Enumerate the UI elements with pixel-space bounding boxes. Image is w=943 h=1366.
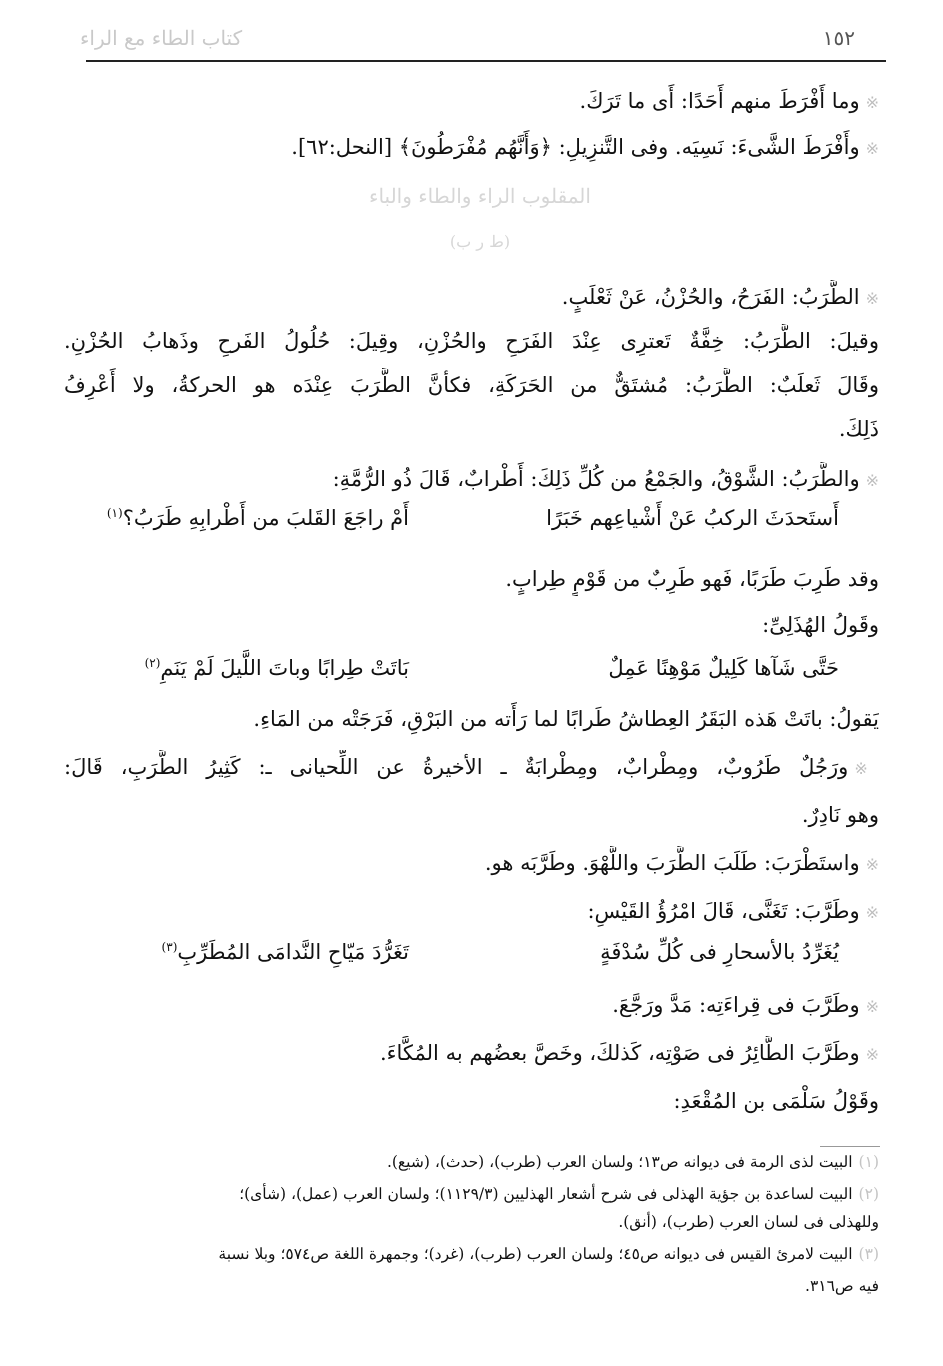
poem-verse [64,656,879,692]
watermark-heading: المقلوب الراء والطاء والباء [369,184,591,208]
verse-second-hemistich: تَغَرُّدَ مَيّاحِ النَّدامَى المُطَرِّبِ$^{(٣)}$ [161,940,409,964]
running-title: كتاب الطاء مع الراء [80,26,243,50]
text-line: ※وطَرَّبَ فى قِراءَتِه: مَدَّ ورَجَّعَ. [612,993,879,1017]
text-line: ※وطَرَّبَ الطَّائِرُ فى صَوْتِه، كَذلكَ، وخَصَّ بعضُهم به المُكَّاءَ. [379,1041,879,1065]
footnote-continuation: فيه ص٣١٦. [805,1277,879,1295]
footnote: (٣)البيت لامرئ القيس فى ديوانه ص٤٥؛ ولسان العرب (طرب)، (غرد)؛ وجمهرة اللغة ص٥٧٤؛ وبلا نسبة [218,1245,879,1263]
footnote-continuation: وللهذلى فى لسان العرب (طرب)، (أنق). [618,1213,879,1231]
text-line: ※ورَجُلٌ طَرُوبٌ، ومِطْرابٌ، ومِطْرابَةٌ ـ الأخيرةُ عن اللِّحيانى ـ: كَثِيرُ الطَّرَبِ، قَالَ: [64,755,879,779]
text-line: وقيلَ: الطَّرَبُ: خِفَّةٌ تَعترِى عِنْدَ الفَرَحِ والحُزْنِ، وقِيلَ: حُلُولُ الفَرحِ وذَهابُ الحُزْنِ. [64,329,879,353]
entry-marker-icon: ※ [865,471,879,490]
verse-first-hemistich: حَتَّى شَآها كَلِيلٌ مَوْهِنًا عَمِلٌ [608,656,839,680]
text-line: ※وما أَفْرَطَ منهم أَحَدًا: أَى ما تَرَكَ. [579,89,879,113]
text-line: يَقولُ: باتَتْ هَذه البَقَرُ العِطاشُ طَرابًا لما رَأَته من البَرْقِ، فَرَجَتْه من المَاءِ. [253,707,879,731]
entry-marker-icon: ※ [865,997,879,1016]
poem-verse [64,506,879,542]
text-line: ※والطَّرَبُ: الشَّوْقُ، والجَمْعُ من كُلِّ ذَلِكَ: أَطْرابٌ، قَالَ ذُو الرُّمَّةِ: [332,467,879,491]
footnote: (٢)البيت لساعدة بن جؤية الهذلى فى شرح أشعار الهذليين (١١٢٩/٣)؛ ولسان العرب (عمل)، (شأى)؛ [239,1185,879,1203]
footnote-ref: (٢) [144,656,161,670]
entry-marker-icon: ※ [854,759,879,778]
footnote-ref: (١) [106,506,123,520]
header-rule [86,60,886,62]
text-line: ※وأَفْرَطَ الشَّىءَ: نَسِيَه. وفى التَّنزِيلِ: ﴿وَأَنَّهُم مُفْرَطُونَ﴾ [النحل:٦٢]. [291,135,879,159]
poem-verse [64,940,879,976]
verse-first-hemistich: يُغَرِّدُ بالأسحارِ فى كُلِّ سُدْفَةٍ [600,940,839,964]
text-line: وقَالَ ثَعلَبٌ: الطَّرَبُ: مُشتَقٌّ من الحَرَكَةِ، فكأنَّ الطَّرَبَ عِنْدَه هو الحركةُ، ولا أَعْرِفُ [64,373,879,397]
footnote: (١)البيت لذى الرمة فى ديوانه ص١٣؛ ولسان العرب (طرب)، (حدث)، (شيع). [386,1153,879,1171]
footnote-mark: (٣) [858,1245,879,1263]
entry-marker-icon: ※ [865,903,879,922]
watermark-root: (ط ر ب) [449,232,511,251]
entry-marker-icon: ※ [865,139,879,158]
verse-second-hemistich: بَاتَتْ طِرابًا وباتَ اللَّيلَ لَمْ يَنَمِ$^{(٢)}$ [144,656,409,680]
entry-marker-icon: ※ [865,93,879,112]
text-line: ذَلِكَ. [838,417,879,441]
text-line: وقَوْلُ سَلْمَى بن المُقْعَدِ: [673,1089,879,1113]
text-line: ※وطَرَّبَ: تَغَنَّى، قَالَ امْرُؤُ القَيْسِ: [587,899,879,923]
footnote-rule [820,1146,880,1147]
entry-marker-icon: ※ [865,1045,879,1064]
verse-second-hemistich: أَمْ راجَعَ القَلبَ من أَطْرابِهِ طَرَبُ؟$^{(١)}$ [106,506,409,530]
entry-marker-icon: ※ [865,289,879,308]
text-line: وقَولُ الهُذَلِىِّ: [762,613,879,637]
footnote-ref: (٣) [161,940,178,954]
text-line: ※الطَّرَبُ: الفَرَحُ، والحُزْنُ، عَنْ ثَعْلَبٍ. [561,285,879,309]
text-line: وقد طَرِبَ طَرَبًا، فَهو طَرِبٌ من قَوْمٍ طِرابٍ. [505,567,879,591]
entry-marker-icon: ※ [865,855,879,874]
page-number: ١٥٢ [822,26,855,50]
footnote-mark: (١) [858,1153,879,1171]
text-line: ※واستَطْرَبَ: طَلَبَ الطَّرَبَ واللَّهْوَ. وطَرَّبَه هو. [484,851,879,875]
verse-first-hemistich: أَستَحدَثَ الركبُ عَنْ أَشْياعِهم خَبَرًا [546,506,839,530]
text-line: وهو نَادِرٌ. [801,803,879,827]
footnote-mark: (٢) [858,1185,879,1203]
